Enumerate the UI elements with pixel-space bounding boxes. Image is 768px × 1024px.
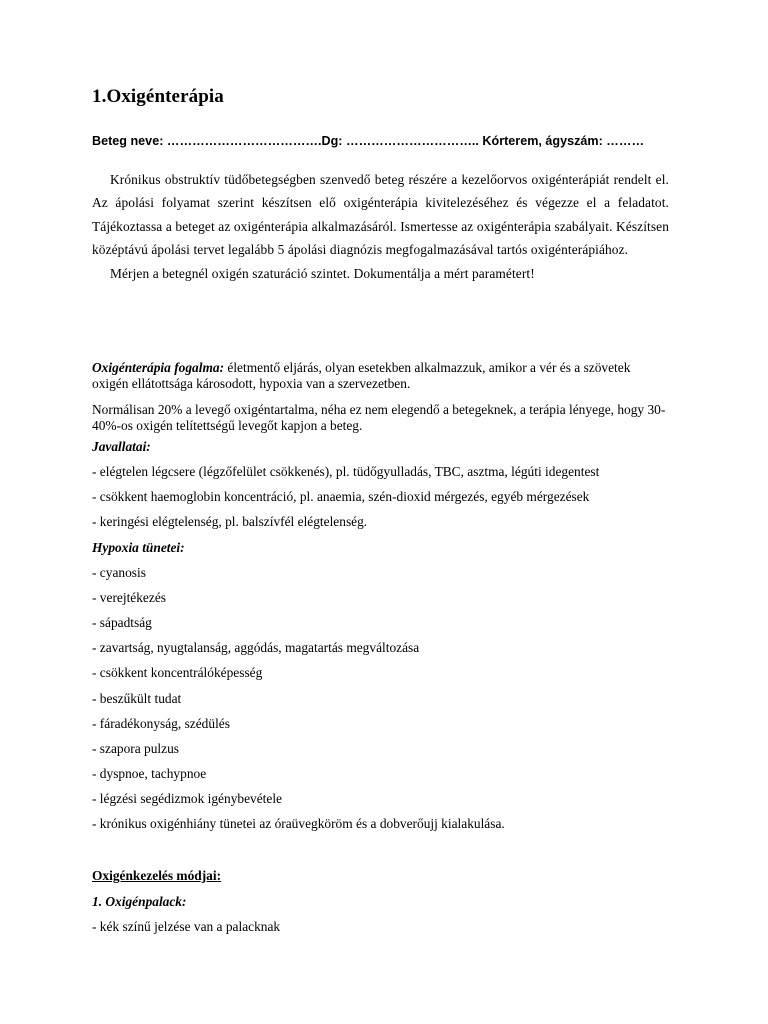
list-item: - elégtelen légcsere (légzőfelület csökkenés), pl. tüdőgyulladás, TBC, asztma, légúti idegentest: [92, 464, 600, 479]
normal-paragraph: Normálisan 20% a levegő oxigéntartalma, néha ez nem elegendő a betegeknek, a terápia lényege, hogy 30- 40%-os oxigén telítettségű levegőt kapjon a beteg.: [92, 402, 666, 433]
list-item: - dyspnoe, tachypnoe: [92, 766, 207, 782]
list-item: - szapora pulzus: [92, 740, 180, 756]
list-item: - fáradékonyság, szédülés: [92, 715, 230, 731]
definition-term: Oxigénterápia fogalma:: [92, 360, 225, 375]
methods-heading: Oxigénkezelés módjai:: [92, 867, 222, 883]
task-paragraph: Mérjen a betegnél oxigén szaturáció szintet. Dokumentálja a mért paramétert!: [110, 265, 535, 281]
definition-text: életmentő eljárás, olyan esetekben alkalmazzuk, amikor a vér és a szövetek oxigén ellátottsága károsodott, hypoxia van a szervezetben.: [92, 360, 631, 391]
task-paragraph: Krónikus obstruktív tüdőbetegségben szenvedő beteg részére a kezelőorvos oxigénterápiát rendelt el. Az ápolási folyamat szerint készítsen elő oxigénterápia kivitelezéséhez és végezze el a feladatot. Tájékoztassa a beteget az oxigénterápia alkalmazásáról. Ismertesse az oxigénterápia szabályait. Készítsen középtávú ápolási tervet legalább 5 ápolási diagnózis megfogalmazásával tartós oxigénterápiához.: [92, 172, 669, 258]
indications-heading: Javallatai:: [92, 439, 151, 454]
method-1-heading: 1. Oxigénpalack:: [92, 893, 187, 909]
list-item: - cyanosis: [92, 564, 146, 580]
definition-paragraph: [92, 360, 669, 392]
document-content: [92, 360, 669, 939]
list-item: - légzési segédizmok igénybevétele: [92, 791, 282, 807]
list-item: - sápadtság: [92, 614, 152, 630]
list-item: - csökkent haemoglobin koncentráció, pl. anaemia, szén-dioxid mérgezés, egyéb mérgezések: [92, 489, 590, 505]
hypoxia-heading: Hypoxia tünetei:: [92, 539, 185, 555]
task-description: [92, 168, 669, 285]
list-item: - csökkent koncentrálóképesség: [92, 665, 263, 681]
list-item: - kék színű jelzése van a palacknak: [92, 918, 281, 934]
hypoxia-symptoms-list: [92, 560, 669, 837]
indications-list: [92, 459, 669, 535]
list-item: - verejtékezés: [92, 589, 166, 605]
patient-info-line: Beteg neve: ……………………………….Dg: ………………………….. Kórterem, ágyszám: ………: [92, 134, 645, 148]
list-item: - beszűkült tudat: [92, 690, 182, 706]
document-title: 1.Oxigénterápia: [92, 86, 224, 107]
list-item: - krónikus oxigénhiány tünetei az óraüvegköröm és a dobverőujj kialakulása.: [92, 816, 505, 832]
list-item: - keringési elégtelenség, pl. balszívfél elégtelenség.: [92, 514, 368, 530]
list-item: - zavartság, nyugtalanság, aggódás, magatartás megváltozása: [92, 640, 420, 656]
